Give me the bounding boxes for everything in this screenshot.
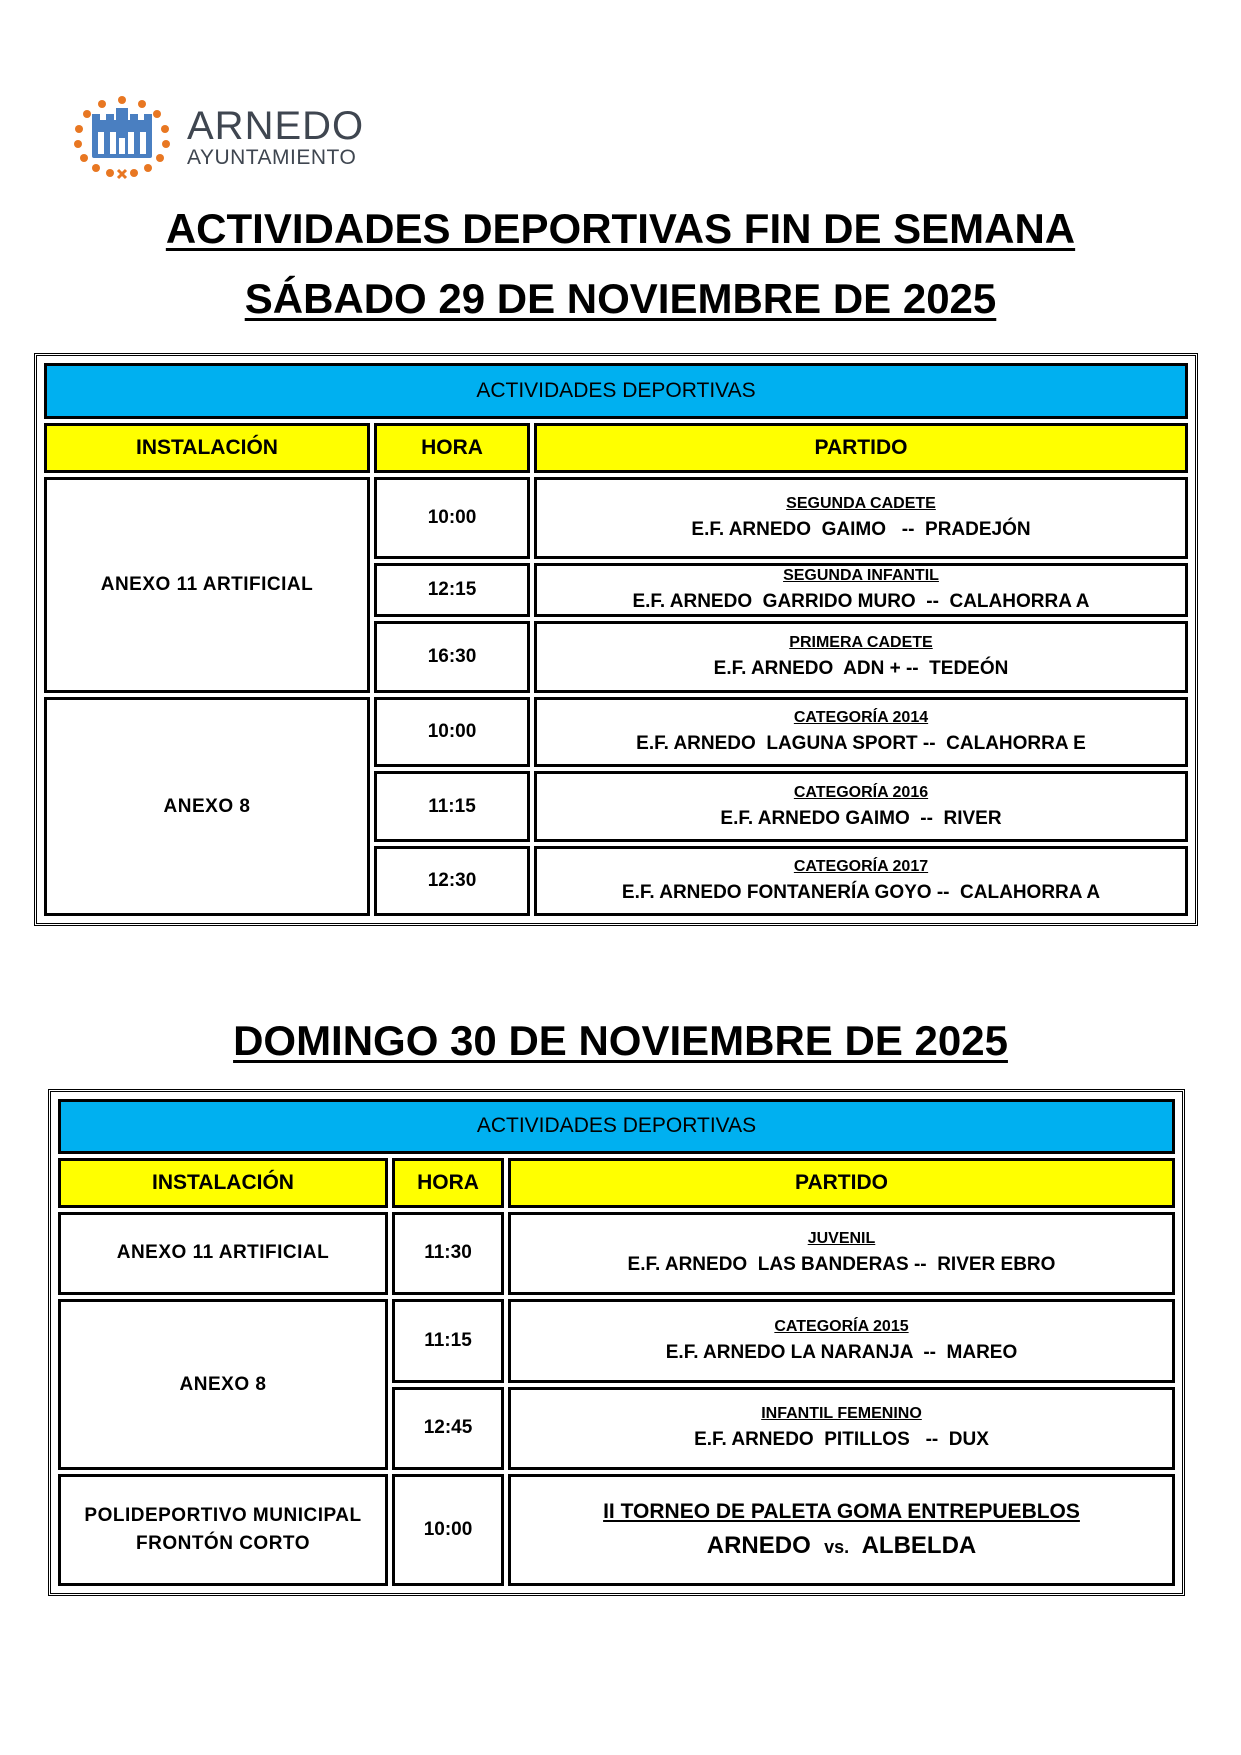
venue-cell: ANEXO 8 <box>58 1299 388 1470</box>
table-row <box>58 1212 1175 1295</box>
match-teams: E.F. ARNEDO PITILLOS -- DUX <box>694 1429 989 1451</box>
time-cell: 16:30 <box>374 621 530 693</box>
time-cell: 11:30 <box>392 1212 504 1295</box>
match-teams: E.F. ARNEDO ADN + -- TEDEÓN <box>713 657 1009 679</box>
table-row <box>44 697 1188 767</box>
match-category: PRIMERA CADETE <box>789 633 933 651</box>
venue-cell: ANEXO 11 ARTIFICIAL <box>58 1212 388 1295</box>
match-category: CATEGORÍA 2014 <box>793 709 929 727</box>
match-category: JUVENIL <box>807 1230 876 1248</box>
tournament-title: II TORNEO DE PALETA GOMA ENTREPUEBLOS <box>603 1500 1080 1524</box>
match-category: CATEGORÍA 2015 <box>774 1317 909 1335</box>
match-teams: E.F. ARNEDO GARRIDO MURO -- CALAHORRA A <box>632 590 1090 612</box>
logo-name: ARNEDO <box>187 104 365 148</box>
castle-emblem-icon <box>72 92 172 182</box>
vs-label: vs. <box>824 1537 850 1558</box>
team-home: ARNEDO <box>706 1532 811 1560</box>
team-away: ALBELDA <box>861 1532 977 1560</box>
venue-line: POLIDEPORTIVO MUNICIPAL <box>84 1505 362 1527</box>
table-title: ACTIVIDADES DEPORTIVAS <box>58 1099 1175 1154</box>
time-cell: 12:15 <box>374 563 530 617</box>
sunday-schedule-table <box>48 1089 1185 1596</box>
table-row <box>44 477 1188 559</box>
match-category: SEGUNDA INFANTIL <box>783 566 939 584</box>
match-cell <box>534 621 1188 693</box>
tournament-matchup <box>707 1532 977 1559</box>
venue-cell: ANEXO 11 ARTIFICIAL <box>44 477 370 693</box>
venue-cell <box>58 1474 388 1586</box>
match-teams: E.F. ARNEDO GAIMO -- RIVER <box>720 807 1002 829</box>
match-cell <box>508 1212 1175 1295</box>
table-title: ACTIVIDADES DEPORTIVAS <box>44 363 1188 419</box>
match-cell <box>508 1387 1175 1470</box>
page-title: ACTIVIDADES DEPORTIVAS FIN DE SEMANA <box>165 205 1076 252</box>
saturday-schedule-table <box>34 353 1198 926</box>
time-cell: 11:15 <box>392 1299 504 1382</box>
logo-subtitle: AYUNTAMIENTO <box>187 146 357 169</box>
time-cell: 12:45 <box>392 1387 504 1470</box>
match-cell <box>508 1299 1175 1382</box>
match-category: INFANTIL FEMENINO <box>761 1405 922 1423</box>
match-category: CATEGORÍA 2016 <box>793 783 929 801</box>
venue-line: FRONTÓN CORTO <box>136 1533 310 1555</box>
match-cell <box>534 477 1188 559</box>
match-cell <box>534 563 1188 617</box>
match-cell <box>534 846 1188 916</box>
match-cell <box>508 1474 1175 1586</box>
time-cell: 10:00 <box>374 477 530 559</box>
match-teams: E.F. ARNEDO FONTANERÍA GOYO -- CALAHORRA A <box>621 881 1101 903</box>
header-venue: INSTALACIÓN <box>58 1158 388 1208</box>
match-teams: E.F. ARNEDO LA NARANJA -- MAREO <box>665 1341 1018 1363</box>
match-category: SEGUNDA CADETE <box>786 495 936 513</box>
time-cell: 10:00 <box>374 697 530 767</box>
match-teams: E.F. ARNEDO LAS BANDERAS -- RIVER EBRO <box>627 1254 1056 1276</box>
arnedo-logo <box>72 92 372 182</box>
time-cell: 11:15 <box>374 771 530 841</box>
saturday-heading: SÁBADO 29 DE NOVIEMBRE DE 2025 <box>244 275 997 322</box>
match-cell <box>534 771 1188 841</box>
header-time: HORA <box>374 423 530 474</box>
match-teams: E.F. ARNEDO LAGUNA SPORT -- CALAHORRA E <box>636 733 1086 755</box>
header-match: PARTIDO <box>508 1158 1175 1208</box>
table-row <box>58 1299 1175 1382</box>
header-venue: INSTALACIÓN <box>44 423 370 474</box>
match-teams: E.F. ARNEDO GAIMO -- PRADEJÓN <box>691 519 1031 541</box>
sunday-heading: DOMINGO 30 DE NOVIEMBRE DE 2025 <box>233 1017 1008 1064</box>
match-cell <box>534 697 1188 767</box>
table-row <box>58 1474 1175 1586</box>
time-cell: 12:30 <box>374 846 530 916</box>
match-category: CATEGORÍA 2017 <box>793 857 929 875</box>
time-cell: 10:00 <box>392 1474 504 1586</box>
venue-cell: ANEXO 8 <box>44 697 370 916</box>
header-time: HORA <box>392 1158 504 1208</box>
header-match: PARTIDO <box>534 423 1188 474</box>
